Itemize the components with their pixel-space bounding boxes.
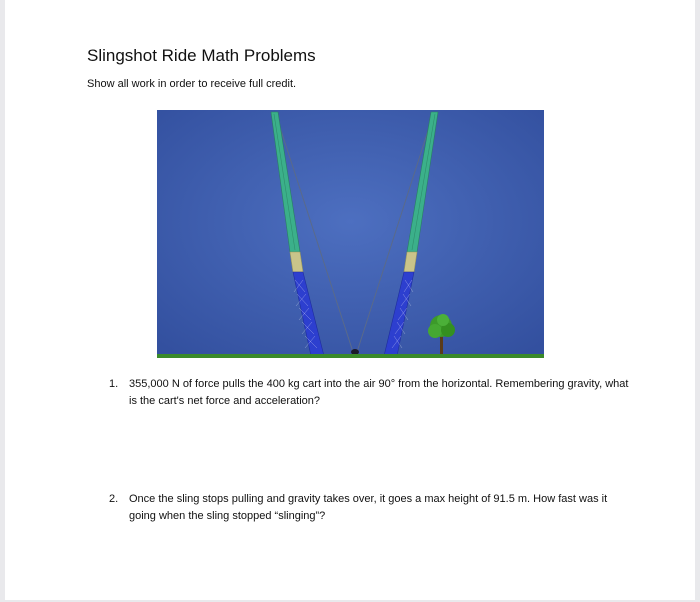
sky-background <box>157 110 544 358</box>
question-number: 1. <box>109 378 119 390</box>
question-1 <box>109 376 629 410</box>
worksheet-page <box>5 0 695 600</box>
question-text: 355,000 N of force pulls the 400 kg cart into the air 90° from the horizontal. Remembering gravity, what is the cart's net force and acceleration? <box>129 378 629 407</box>
question-text: Once the sling stops pulling and gravity takes over, it goes a max height of 91.5 m. How fast was it going when the sling stopped “slinging”? <box>129 493 608 522</box>
instructions-text: Show all work in order to receive full credit. <box>87 78 297 90</box>
ground <box>157 354 544 358</box>
slingshot-illustration <box>157 110 544 358</box>
slingshot-ride-image <box>157 110 544 358</box>
question-number: 2. <box>109 493 119 505</box>
question-2 <box>109 491 629 525</box>
page-title: Slingshot Ride Math Problems <box>87 46 316 65</box>
